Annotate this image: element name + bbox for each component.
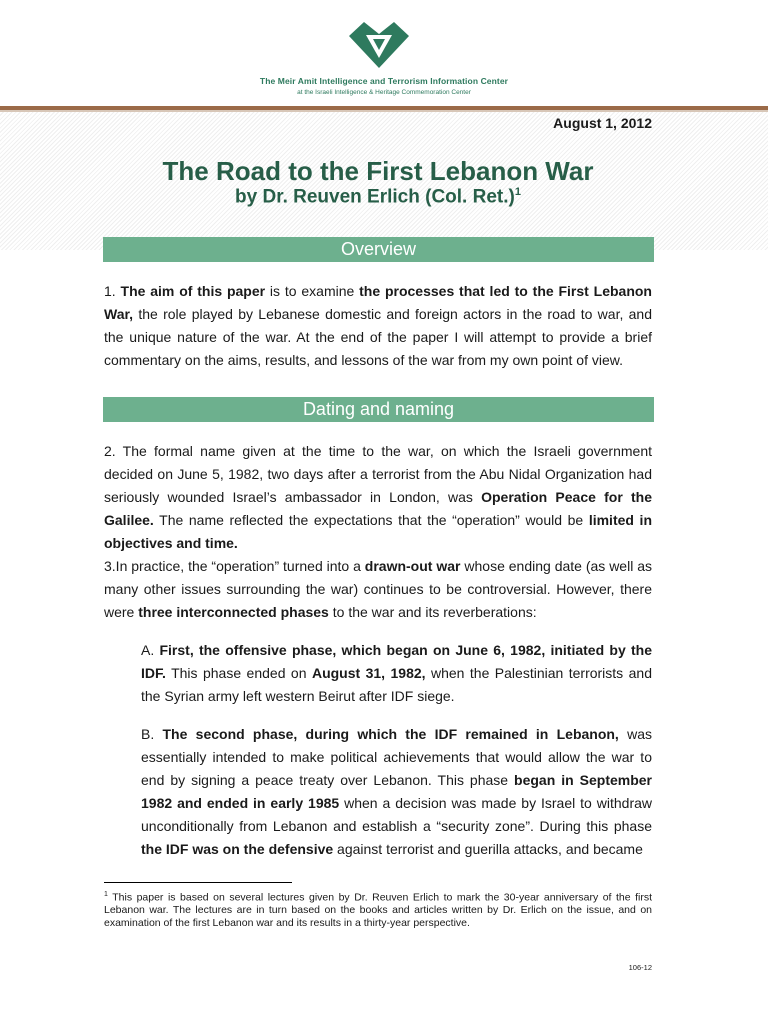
text-run: The name reflected the expectations that the “operation” would be	[153, 512, 589, 529]
document-date: August 1, 2012	[553, 115, 652, 131]
text-run: drawn-out war	[364, 558, 461, 574]
phase-a-item	[141, 639, 652, 708]
page-code: 106-12	[628, 963, 652, 972]
text-run: B.	[141, 726, 163, 742]
text-run: The aim of this paper	[120, 283, 266, 299]
text-run: is to examine	[265, 283, 360, 299]
text-run: 2. The formal name given at the time to the war, on which the Israeli government decided on June 5, 1982, two days after a terrorist from the Abu Nidal Organization had seriously wounded Israel’s ambassador in London, was	[104, 443, 652, 506]
organization-logo	[349, 22, 409, 68]
text-run: 1.	[104, 283, 121, 299]
text-run: limited in objectives and time.	[104, 512, 652, 552]
text-run: the IDF was on the defensive	[141, 841, 334, 858]
footnote-reference: 1	[514, 186, 521, 198]
footnote-number: 1	[104, 891, 108, 898]
paragraph-3	[104, 555, 652, 624]
footnote	[104, 889, 652, 929]
phase-b-item	[141, 723, 652, 862]
text-run: the processes that led to the First Lebanon War,	[104, 283, 652, 323]
section-heading-overview: Overview	[103, 237, 654, 262]
paragraph-2	[104, 440, 652, 555]
document-author	[0, 186, 756, 208]
text-run: to the war and its reverberations:	[328, 604, 537, 621]
section-heading-dating: Dating and naming	[103, 397, 654, 422]
text-run: whose ending date (as well as many other issues surrounding the war) continues to be controversial. However, there were	[104, 558, 652, 621]
text-run: First, the offensive phase, which began on June 6, 1982, initiated by the IDF.	[141, 642, 652, 682]
organization-name: The Meir Amit Intelligence and Terrorism Information Center	[259, 76, 509, 86]
text-run: August 31, 1982,	[311, 665, 426, 682]
text-run: the role played by Lebanese domestic and foreign actors in the road to war, and the unique nature of the war. At the end of the paper I will attempt to provide a brief commentary on the aims, results, and lessons of the war from my own point of view.	[104, 306, 652, 369]
footnote-text: This paper is based on several lectures given by Dr. Reuven Erlich to mark the 30-year anniversary of the first Lebanon war. The lectures are in turn based on the books and articles written by Dr. Erlich on the issue, and on examination of the first Lebanon war and its results in a thirty-year perspective.	[104, 891, 652, 929]
text-run: 3.In practice, the “operation” turned into a	[104, 558, 365, 574]
header-divider-shadow	[0, 110, 768, 112]
text-run: when the Palestinian terrorists and the Syrian army left western Beirut after IDF siege.	[141, 665, 652, 705]
text-run: Operation Peace for the Galilee.	[104, 489, 652, 529]
author-line: by Dr. Reuven Erlich (Col. Ret.)	[235, 186, 515, 208]
text-run: was essentially intended to make political achievements that would allow the war to end by signing a peace treaty over Lebanon. This phase	[141, 726, 652, 789]
document-title: The Road to the First Lebanon War	[162, 156, 594, 186]
text-run: when a decision was made by Israel to withdraw unconditionally from Lebanon and establish a “security zone”. During this phase	[141, 795, 653, 835]
organization-subtitle: at the Israeli Intelligence & Heritage Commemoration Center	[297, 89, 471, 96]
text-run: A.	[141, 642, 160, 658]
footnote-divider	[104, 882, 292, 883]
text-run: began in September 1982 and ended in early 1985	[141, 772, 652, 812]
text-run: The second phase, during which the IDF remained in Lebanon,	[162, 726, 619, 742]
text-run: This phase ended on	[165, 665, 312, 682]
text-run: three interconnected phases	[138, 604, 329, 621]
paragraph-1	[104, 280, 652, 372]
text-run: against terrorist and guerilla attacks, and became	[333, 841, 643, 858]
